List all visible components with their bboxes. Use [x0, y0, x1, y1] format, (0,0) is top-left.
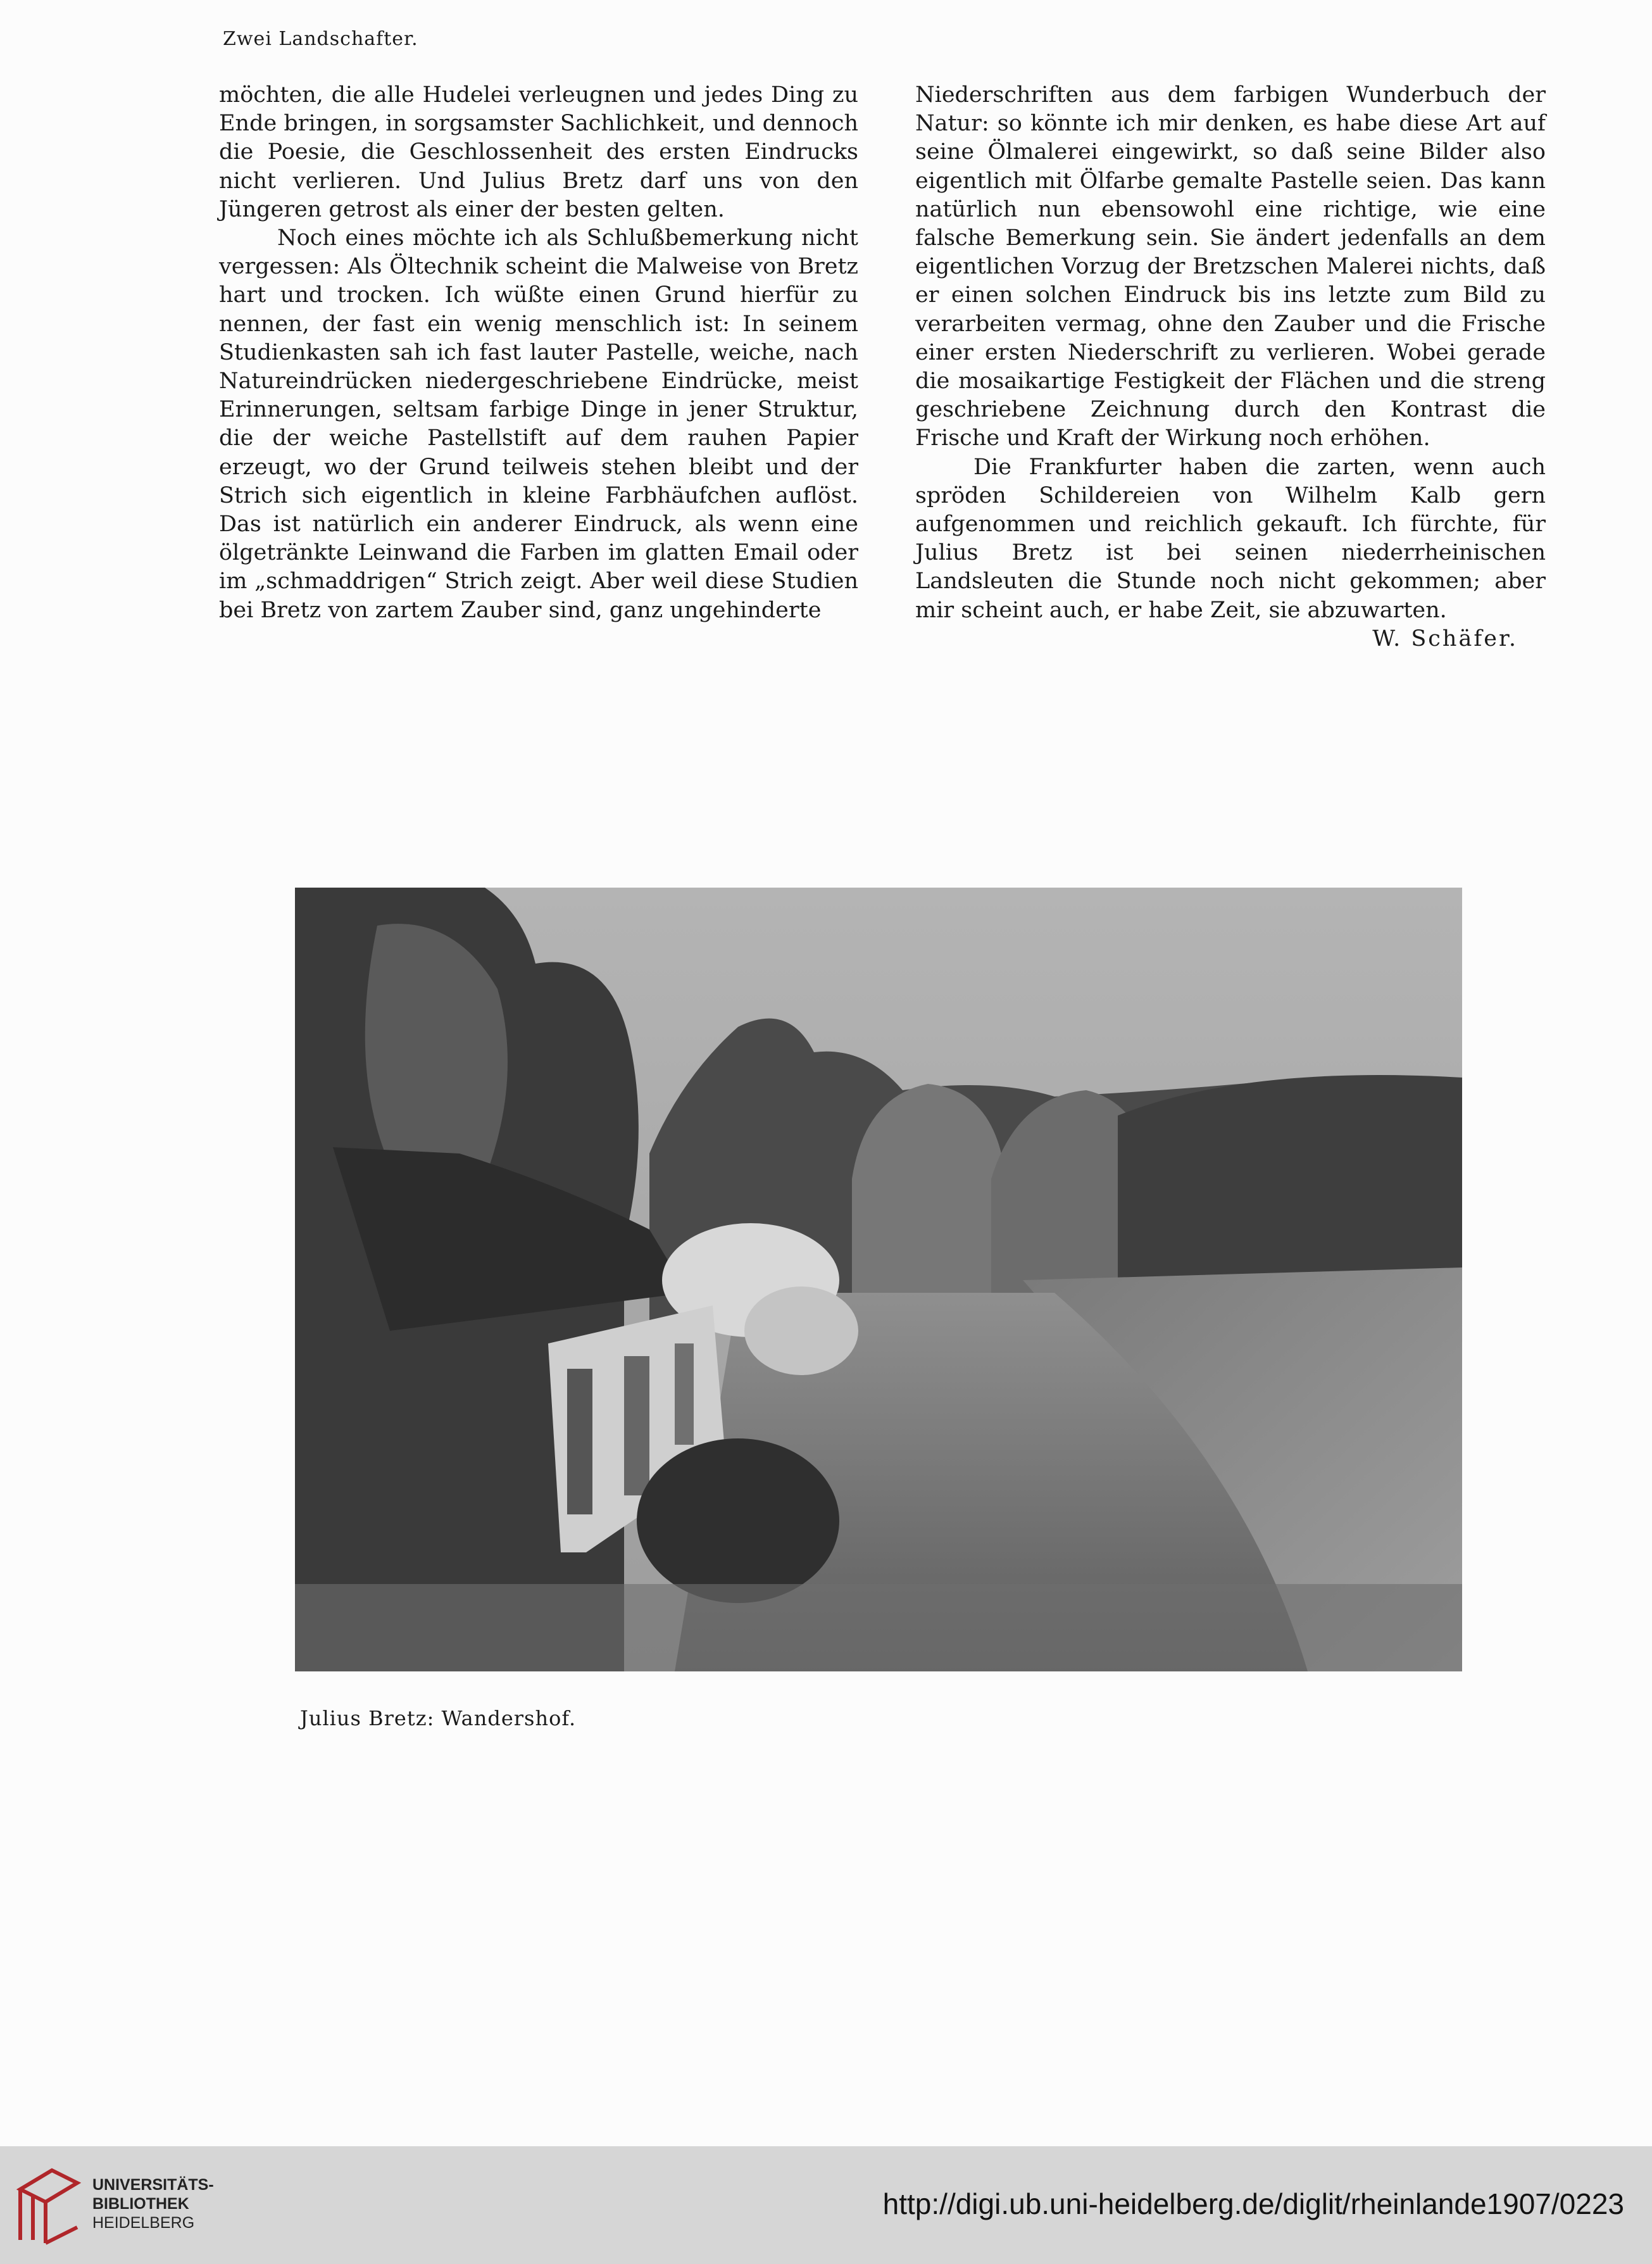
library-name-line: HEIDELBERG	[92, 2214, 195, 2232]
library-name-line: UNIVERSITÄTS-	[92, 2176, 214, 2194]
text-column-left	[219, 81, 858, 625]
paragraph: Noch eines möchte ich als Schlußbemerkung nicht vergessen: Als Öltechnik scheint die Malweise von Bretz hart und trocken. Ich wüßte einen Grund hierfür zu nennen, der fast ein wenig menschlich ist: In seinem Studienkasten sah ich fast lauter Pastelle, weiche, nach Natureindrücken niedergeschriebene Eindrücke, meist Erinnerungen, seltsam farbige Dinge in jener Struktur, die der weiche Pastellstift auf dem rauhen Papier erzeugt, wo der Grund teilweis stehen bleibt und der Strich sich eigentlich in kleine Farbhäufchen auflöst. Das ist natürlich ein anderer Eindruck, als wenn eine ölgetränkte Leinwand die Farben im glatten Email oder im „schmaddrigen“ Strich zeigt. Aber weil diese Studien bei Bretz von zartem Zauber sind, ganz ungehinderte	[219, 225, 858, 623]
footer-bar	[0, 2146, 1652, 2264]
running-head: Zwei Landschafter.	[223, 28, 418, 50]
permalink-url[interactable]: http://digi.ub.uni-heidelberg.de/diglit/rheinlande1907/0223	[882, 2187, 1624, 2220]
paragraph	[915, 453, 1546, 651]
paragraph-text: Die Frankfurter haben die zarten, wenn auch spröden Schildereien von Wilhelm Kalb gern aufgenommen und reichlich gekauft. Ich fürchte, für Julius Bretz ist bei seinen niederrheinischen Landsleuten die Stunde noch nicht gekommen; aber mir scheint auch, er habe Zeit, sie abzuwarten.	[915, 454, 1546, 623]
library-name-line: BIBLIOTHEK	[92, 2195, 189, 2213]
author-signature: W. Schäfer.	[1372, 626, 1518, 651]
text-column-right	[915, 81, 1546, 653]
library-logo-icon	[14, 2164, 84, 2246]
landscape-painting-image	[295, 888, 1462, 1671]
paragraph: Niederschriften aus dem farbigen Wunderbuch der Natur: so könnte ich mir denken, es habe diese Art auf seine Ölmalerei eingewirkt, so daß seine Bilder also eigentlich mit Ölfarbe gemalte Pastelle seien. Das kann natürlich nun ebensowohl eine richtige, wie eine falsche Bemerkung sein. Sie ändert jedenfalls an dem eigentlichen Vorzug der Bretzschen Malerei nichts, daß er einen solchen Eindruck bis ins letzte zum Bild zu verarbeiten vermag, ohne den Zauber und die Frische einer ersten Niederschrift zu verlieren. Wobei gerade die mosaikartige Festigkeit der Flächen und die streng geschriebene Zeichnung durch den Kontrast die Frische und Kraft der Wirkung noch erhöhen.	[915, 82, 1546, 451]
library-name	[92, 2175, 214, 2232]
figure-caption: Julius Bretz: Wandershof.	[300, 1706, 577, 1730]
painting-reproduction	[295, 888, 1462, 1671]
paragraph: möchten, die alle Hudelei verleugnen und jedes Ding zu Ende bringen, in sorgsamster Sachlichkeit, und dennoch die Poesie, die Geschlossenheit des ersten Eindrucks nicht verlieren. Und Julius Bretz darf uns von den Jüngeren getrost als einer der besten gelten.	[219, 82, 858, 222]
